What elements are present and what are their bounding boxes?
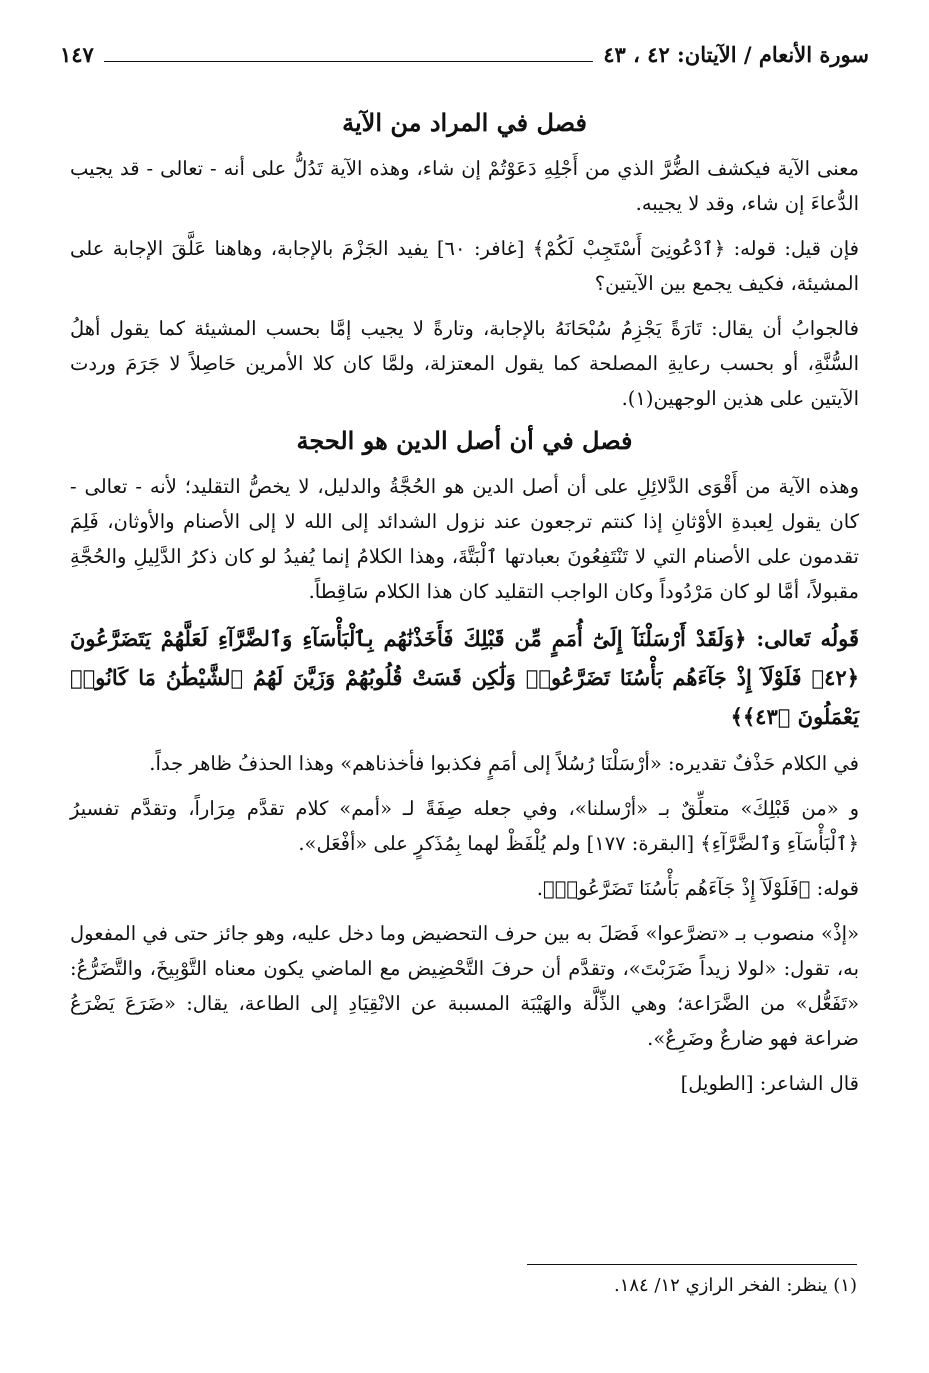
main-text [70, 108, 859, 1111]
paragraph: فإن قيل: قوله: ﴿ٱدْعُونِىٓ أَسْتَجِبْ لَكُمْ﴾ [غافر: ٦٠] يفيد الجَزْمَ بالإجابة، وهاهنا عَلَّقَ الإجابة على المشيئة، فكيف يجمع بين الآيتين؟ [70, 237, 859, 295]
paragraph: في الكلام حَذْفٌ تقديره: «أرْسَلْنَا رُسُلاً إلى أمَمٍ فكذبوا فأخذناهم» وهذا الحذفُ ظاهر جداً. [149, 752, 859, 775]
paragraph: قوله: ﴿فَلَوْلَآ إِذْ جَآءَهُم بَأْسُنَا تَضَرَّعُوا۟﴾. [536, 877, 859, 900]
page-number: ١٤٧ [60, 41, 94, 67]
paragraph: فالجوابُ أن يقال: تَارَةً يَجْزِمُ سُبْحَانَهُ بالإجابة، وتارةً لا يجيب إمَّا بحسب المشيئة كما يقول أهلُ السُّنَّةِ، أو بحسب رعايةِ المصلحة كما يقول المعتزلة، ولمَّا كان كلا الأمرين حَاصِلاً لا جَرَمَ وردت الآيتين على هذين الوجهين(١). [70, 317, 859, 410]
paragraph: معنى الآية فيكشف الضُّرَّ الذي من أَجْلِهِ دَعَوْتُمْ إن شاء، وهذه الآية تَدُلُّ على أنه - تعالى - قد يجيب الدُّعاءَ إن شاء، وقد لا يجيبه. [70, 157, 859, 215]
surah-header: سورة الأنعام / الآيتان: ٤٢ ، ٤٣ [603, 41, 869, 67]
running-header [60, 38, 869, 70]
paragraph: وهذه الآية من أَقْوَى الدَّلائِلِ على أن أصل الدين هو الحُجَّةُ والدليل، لا يخصُّ التقليد؛ لأنه - تعالى - كان يقول لِعبدةِ الأوْثانِ إذا كنتم ترجعون عند نزول الشدائد إلى الله لا إلى الأصنام والأوثان، فَلِمَ تقدمون على الأصنام التي لا تَنْتَفِعُونَ بعبادتها ٱلْبَتَّةَ، وهذا الكلامُ إنما يُفيدُ لو كان ذكرُ الدَّلِيلِ والحُجَّةِ مقبولاً، أمَّا لو كان مَرْدُوداً وكان الواجب التقليد كان هذا الكلام سَاقِطاً. [70, 475, 859, 603]
section-title-2: فصل في أن أصل الدين هو الحجة [296, 426, 633, 455]
header-rule [104, 47, 593, 62]
footnote: (١) ينظر: الفخر الرازي ١٢/ ١٨٤. [613, 1275, 857, 1296]
quran-verse: قَولُه تَعالى: ﴿وَلَقَدْ أَرْسَلْنَآ إِلَىٰٓ أُمَمٍ مِّن قَبْلِكَ فَأَخَذْنَٰهُم بِٱلْبَأْسَآءِ وَٱلضَّرَّآءِ لَعَلَّهُمْ يَتَضَرَّعُونَ ﴿٤٢﴾ فَلَوْلَآ إِذْ جَآءَهُم بَأْسُنَا تَضَرَّعُوا۟ وَلَٰكِن قَسَتْ قُلُوبُهُمْ وَزَيَّنَ لَهُمُ ٱلشَّيْطَٰنُ مَا كَانُوا۟ يَعْمَلُونَ ﴿٤٣﴾﴾ [70, 626, 859, 729]
section-title-1: فصل في المراد من الآية [342, 108, 587, 137]
footnote-rule [527, 1264, 857, 1265]
paragraph: «إذْ» منصوب بـ «تضرَّعوا» فَصَلَ به بين حرف التحضيض وما دخل عليه، وهو جائز حتى في المفعول به، تقول: «لولا زيداً ضَرَبْتَ»، وتقدَّم أن حرفَ التَّحْضِيض مع الماضي يكون معناه التَّوْبِيخَ، والتَّضَرُّعُ: «تَفَعُّل» من الضَّرَاعة؛ وهي الذِّلَّة والهَيْبَة المسببة عن الانْقِيَادِ إلى الطاعة، يقال: «ضَرَعَ يَضْرَعُ ضراعة فهو ضارعٌ وضَرِعٌ». [70, 922, 859, 1050]
paragraph: و «من قَبْلِكَ» متعلِّقٌ بـ «أرْسلنا»، وفي جعله صِفَةً لـ «أمم» كلام تقدَّم مِرَاراً، وتقدَّم تفسيرُ ﴿ٱلْبَأْسَآءِ وَٱلضَّرَّآءِ﴾ [البقرة: ١٧٧] ولم يُلْفَظْ لهما بِمُذَكرٍ على «أفْعَل». [70, 797, 859, 855]
paragraph: قال الشاعر: [الطويل] [680, 1072, 859, 1095]
